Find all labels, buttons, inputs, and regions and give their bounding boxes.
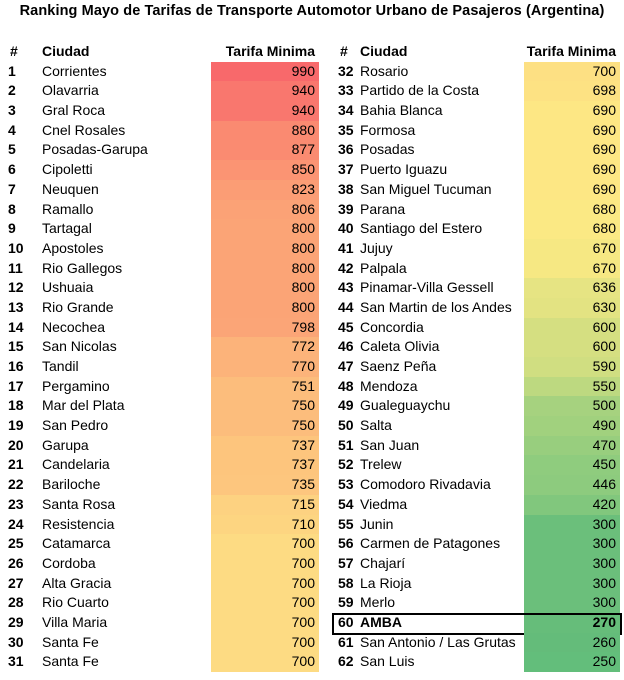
tarifa-value: 260 [524,633,620,653]
city-name: Salta [360,417,392,434]
city-name: Rio Gallegos [42,259,123,276]
tarifa-value: 600 [524,318,620,338]
city-name: Trelew [360,456,402,473]
rank-number: 40 [338,220,354,237]
tarifa-value: 446 [524,475,620,495]
tarifa-value: 700 [211,633,319,653]
rank-number: 51 [338,436,354,453]
tarifa-value: 700 [211,534,319,554]
rank-number: 7 [8,180,16,197]
tarifa-value: 420 [524,495,620,515]
rank-number: 22 [8,476,24,493]
rank-number: 16 [8,358,24,374]
header-tarifa: Tarifa Minima [225,43,315,59]
rank-number: 10 [8,239,24,256]
city-name: San Pedro [42,417,109,434]
tarifa-value: 690 [524,180,620,200]
rank-number: 52 [338,456,354,473]
tarifa-value: 700 [211,652,319,672]
city-name: San Miguel Tucuman [360,180,492,197]
rank-number: 53 [338,476,354,493]
tarifa-value: 590 [524,357,620,377]
tarifa-value: 750 [211,396,319,416]
tarifa-value: 270 [524,613,620,633]
tarifa-value: 800 [211,298,319,318]
tarifa-value: 798 [211,318,319,338]
city-name: Ramallo [42,200,94,217]
tarifa-value: 636 [524,278,620,298]
city-name: San Martin de los Andes [360,298,512,315]
city-name: San Juan [360,436,420,453]
tarifa-value: 500 [524,396,620,416]
rank-number: 11 [8,259,23,276]
city-name: Junin [360,515,394,532]
tarifa-value: 670 [524,259,620,279]
city-name: Partido de la Costa [360,82,480,99]
tarifa-value: 690 [524,121,620,141]
rank-number: 21 [8,456,24,473]
tarifa-value: 690 [524,160,620,180]
tarifa-value: 823 [211,180,319,200]
city-name: Palpala [360,259,407,276]
city-name: Chajarí [360,554,406,571]
rank-number: 48 [338,377,354,394]
rank-number: 1 [8,62,16,79]
tarifa-value: 940 [211,101,319,121]
rank-number: 62 [338,653,354,670]
tarifa-value: 630 [524,298,620,318]
city-name: Santiago del Estero [360,220,483,237]
city-name: Santa Rosa [42,495,116,512]
tarifa-value: 300 [524,554,620,574]
rank-number: 23 [8,495,24,512]
tarifa-value: 880 [211,121,319,141]
rank-number: 35 [338,121,354,138]
rank-number: 43 [338,279,354,296]
rank-number: 8 [8,200,16,217]
city-name: Corrientes [42,62,107,79]
rank-number: 26 [8,554,24,571]
rank-number: 33 [338,82,354,99]
tarifa-value: 751 [211,377,319,397]
rank-number: 18 [8,397,24,414]
city-name: Caleta Olivia [360,338,440,355]
rank-number: 49 [338,397,354,414]
tarifa-value: 450 [524,455,620,475]
tarifa-value: 800 [211,219,319,239]
rank-number: 45 [338,318,354,335]
rank-number: 56 [338,535,354,552]
city-name: Parana [360,200,406,217]
city-name: Pergamino [42,377,110,394]
rank-number: 19 [8,417,24,434]
rank-number: 17 [8,377,24,394]
rank-number: 44 [338,298,354,315]
tarifa-value: 772 [211,337,319,357]
city-name: Pinamar-Villa Gessell [360,279,494,296]
city-name: Carmen de Patagones [360,535,501,552]
city-name: Rosario [360,62,409,79]
city-name: Tartagal [42,220,92,237]
rank-number: 6 [8,161,16,178]
tarifa-value: 300 [524,534,620,554]
city-name: Santa Fe [42,633,99,650]
tarifa-value: 470 [524,436,620,456]
rank-number: 58 [338,574,354,591]
rank-number: 37 [338,161,354,178]
city-name: Bariloche [42,476,101,493]
city-name: Bahia Blanca [360,102,443,119]
rank-number: 5 [8,141,16,158]
tarifa-value: 770 [211,357,319,377]
tarifa-value: 300 [524,574,620,594]
tarifa-value: 680 [524,200,620,220]
tarifa-value: 877 [211,140,319,160]
tarifa-value: 600 [524,337,620,357]
city-name: San Nicolas [42,338,117,355]
rank-number: 55 [338,515,354,532]
tarifa-value: 300 [524,515,620,535]
header-rank: # [10,43,18,59]
tarifa-value: 698 [524,81,620,101]
city-name: Cordoba [42,554,96,571]
tarifa-value: 737 [211,436,319,456]
rank-number: 32 [338,62,354,79]
tarifa-value: 715 [211,495,319,515]
rank-number: 29 [8,613,24,630]
rank-number: 46 [338,338,354,355]
city-name: Jujuy [360,239,393,256]
city-name: Mar del Plata [42,397,125,414]
tarifa-value: 250 [524,652,620,672]
tarifa-value: 690 [524,101,620,121]
city-name: Posadas [360,141,415,158]
rank-number: 50 [338,417,354,434]
header-city: Ciudad [42,43,90,59]
tarifa-value: 490 [524,416,620,436]
city-name: Resistencia [42,515,115,532]
tarifa-value: 710 [211,515,319,535]
tarifa-value: 670 [524,239,620,259]
rank-number: 4 [8,121,16,138]
header-rank: # [340,43,348,59]
city-name: Apostoles [42,239,104,256]
city-name: Concordia [360,318,424,335]
rank-number: 34 [338,102,354,119]
tarifa-value: 990 [211,62,319,82]
city-name: Comodoro Rivadavia [360,476,491,493]
rank-number: 39 [338,200,354,217]
rank-number: 14 [8,318,24,335]
city-name: Merlo [360,594,396,611]
tarifa-value: 940 [211,81,319,101]
city-name: Catamarca [42,535,111,552]
tarifa-value: 300 [524,593,620,613]
header-city: Ciudad [360,43,408,59]
tarifa-value: 735 [211,475,319,495]
rank-number: 47 [338,358,354,374]
city-name: Viedma [360,495,408,512]
tarifa-value: 690 [524,140,620,160]
city-name: Villa Maria [42,613,108,630]
city-name: Neuquen [42,180,99,197]
city-name: Garupa [42,436,89,453]
city-name: Cipoletti [42,161,93,178]
rank-number: 57 [338,554,354,571]
tarifa-value: 806 [211,200,319,220]
tarifa-value: 700 [211,574,319,594]
city-name: San Luis [360,653,415,670]
rank-number: 24 [8,515,24,532]
city-name: Mendoza [360,377,418,394]
rank-number: 9 [8,220,16,237]
city-name: Candelaria [42,456,110,473]
header-tarifa: Tarifa Minima [526,43,616,59]
rank-number: 12 [8,279,24,296]
city-name: Alta Gracia [42,574,112,591]
rank-number: 42 [338,259,354,276]
tarifa-value: 800 [211,259,319,279]
tarifa-value: 700 [211,554,319,574]
city-name: San Antonio / Las Grutas [360,633,516,650]
rank-number: 28 [8,594,24,611]
city-name: Rio Grande [42,298,114,315]
rank-number: 59 [338,594,354,611]
city-name: Santa Fe [42,653,99,670]
city-name: Formosa [360,121,416,138]
city-name: Rio Cuarto [42,594,109,611]
city-name: AMBA [360,613,402,630]
city-name: Necochea [42,318,106,335]
rank-number: 36 [338,141,354,158]
tarifa-value: 737 [211,455,319,475]
rank-number: 3 [8,102,16,119]
city-name: Gral Roca [42,102,106,119]
rank-number: 54 [338,495,354,512]
rank-number: 15 [8,338,24,355]
city-name: Cnel Rosales [42,121,126,138]
tarifa-value: 700 [211,593,319,613]
city-name: Tandil [42,358,79,374]
city-name: Puerto Iguazu [360,161,448,178]
rank-number: 27 [8,574,24,591]
rank-number: 41 [338,239,354,256]
rank-number: 31 [8,653,24,670]
city-name: Posadas-Garupa [42,141,148,158]
tarifa-value: 700 [211,613,319,633]
tarifa-value: 850 [211,160,319,180]
tarifa-value: 750 [211,416,319,436]
city-name: Ushuaia [42,279,94,296]
tarifa-value: 550 [524,377,620,397]
rank-number: 2 [8,82,16,99]
tarifa-value: 680 [524,219,620,239]
rank-number: 60 [338,613,354,630]
tarifa-value: 800 [211,239,319,259]
rank-number: 20 [8,436,24,453]
city-name: La Rioja [360,574,412,591]
city-name: Olavarria [42,82,99,99]
tarifa-value: 700 [524,62,620,82]
city-name: Saenz Peña [360,358,437,374]
rank-number: 61 [338,633,354,650]
rank-number: 38 [338,180,354,197]
rank-number: 25 [8,535,24,552]
tarifa-value: 800 [211,278,319,298]
rank-number: 13 [8,298,24,315]
city-name: Gualeguaychu [360,397,451,414]
table-title: Ranking Mayo de Tarifas de Transporte Automotor Urbano de Pasajeros (Argentina) [19,3,605,19]
rank-number: 30 [8,633,24,650]
